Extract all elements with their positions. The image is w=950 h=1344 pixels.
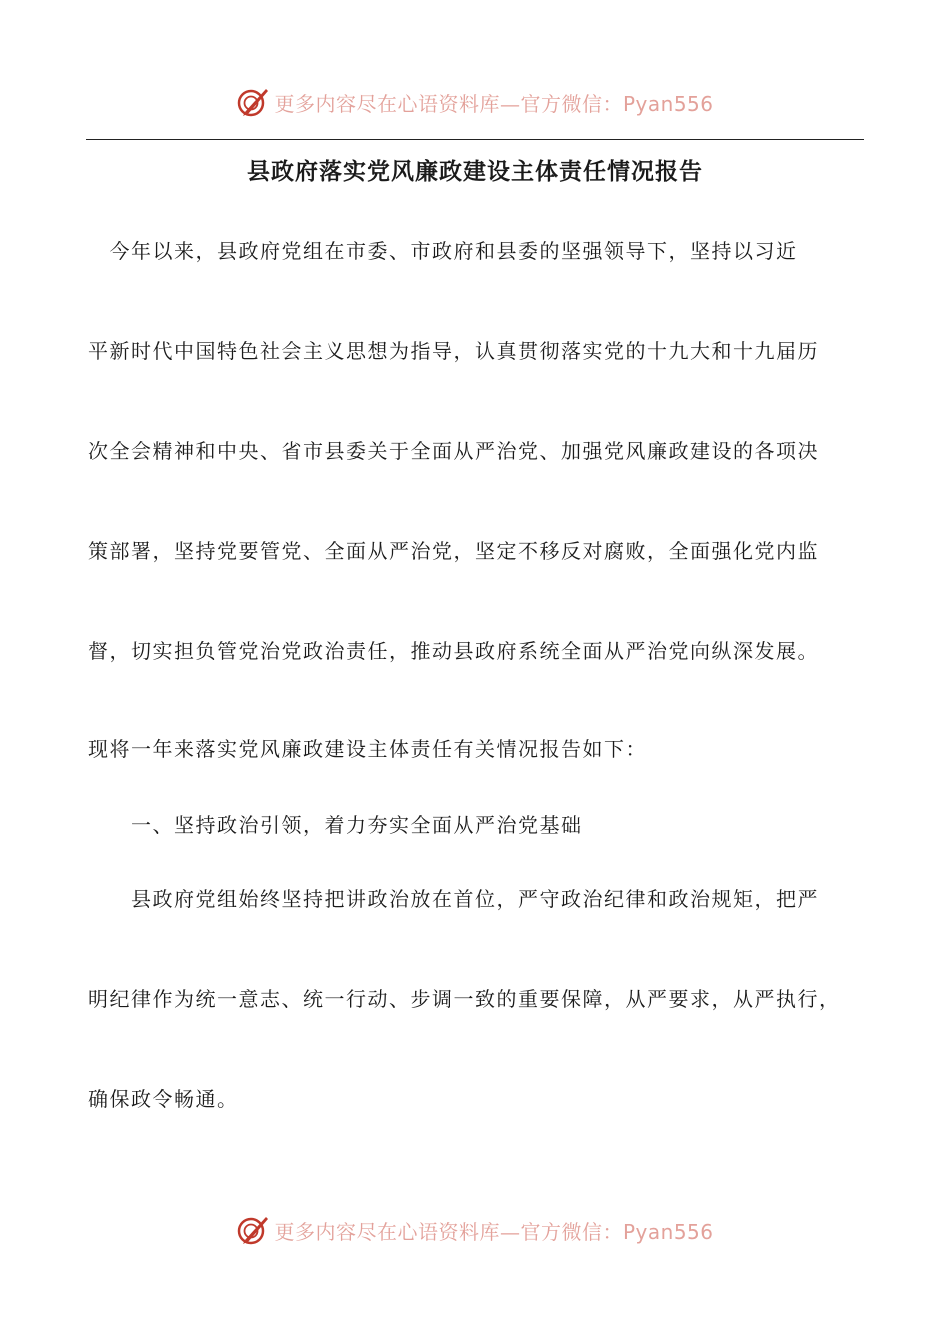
header-wechat-id: Pyan556 — [622, 91, 714, 116]
body-line-8: 县政府党组始终坚持把讲政治放在首位，严守政治纪律和政治规矩，把严 — [88, 887, 819, 911]
body-line-2: 平新时代中国特色社会主义思想为指导，认真贯彻落实党的十九大和十九届历 — [88, 339, 819, 363]
pen-circle-logo-icon — [236, 85, 270, 119]
document-title: 县政府落实党风廉政建设主体责任情况报告 — [247, 158, 703, 185]
body-line-4: 策部署，坚持党要管党、全面从严治党，坚定不移反对腐败，全面强化党内监 — [88, 539, 819, 563]
header-banner — [0, 82, 950, 122]
footer-wechat-id: Pyan556 — [622, 1219, 714, 1244]
pen-circle-logo-icon — [236, 1213, 270, 1247]
section-heading-1: 一、坚持政治引领，着力夯实全面从严治党基础 — [88, 813, 583, 837]
body-line-9: 明纪律作为统一意志、统一行动、步调一致的重要保障，从严要求，从严执行， — [88, 987, 841, 1011]
header-banner-text — [274, 88, 713, 117]
footer-banner-label: 更多内容尽在心语资料库—官方微信： — [274, 1219, 623, 1244]
body-line-6: 现将一年来落实党风廉政建设主体责任有关情况报告如下： — [88, 737, 647, 761]
header-banner-label: 更多内容尽在心语资料库—官方微信： — [274, 91, 623, 116]
footer-banner-text — [274, 1216, 713, 1245]
header-divider — [86, 139, 864, 140]
body-line-1: 今年以来，县政府党组在市委、市政府和县委的坚强领导下，坚持以习近 — [88, 239, 798, 263]
body-line-10: 确保政令畅通。 — [88, 1087, 239, 1111]
body-line-3: 次全会精神和中央、省市县委关于全面从严治党、加强党风廉政建设的各项决 — [88, 439, 819, 463]
body-line-5: 督，切实担负管党治党政治责任，推动县政府系统全面从严治党向纵深发展。 — [88, 639, 819, 663]
footer-banner — [0, 1210, 950, 1250]
